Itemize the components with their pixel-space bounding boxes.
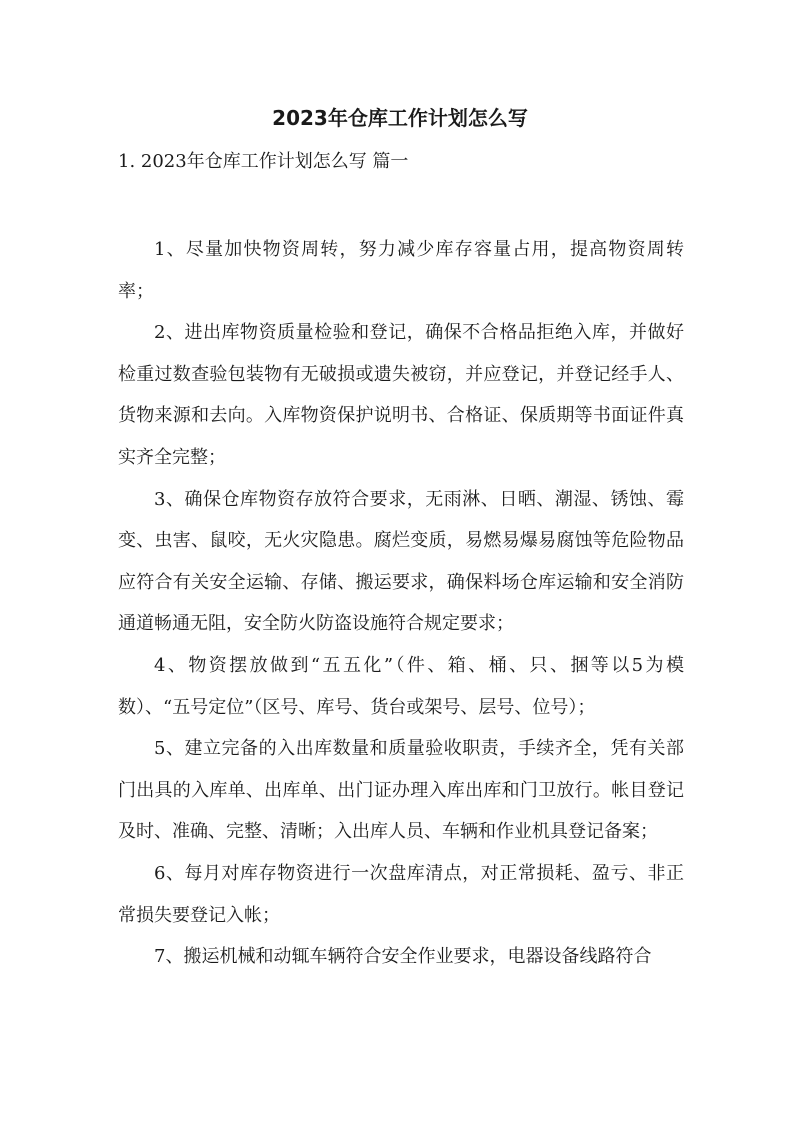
paragraph-5: 5、建立完备的入出库数量和质量验收职责，手续齐全，凭有关部门出具的入库单、出库单、出门证办理入库出库和门卫放行。帐目登记及时、准确、完整、清晰；入出库人员、车辆和作业机具登记备案； [118, 738, 684, 843]
document-body [118, 229, 684, 978]
paragraph-2: 2、进出库物资质量检验和登记，确保不合格品拒绝入库，并做好检重过数查验包装物有无破损或遗失被窃，并应登记，并登记经手人、货物来源和去向。入库物资保护说明书、合格证、保质期等书面证件真实齐全完整； [118, 322, 684, 468]
paragraph-4: 4、物资摆放做到“五五化”（件、箱、桶、只、捆等以5为模数）、“五号定位”（区号、库号、货台或架号、层号、位号）； [118, 654, 684, 718]
paragraph-6: 6、每月对库存物资进行一次盘库清点，对正常损耗、盈亏、非正常损失要登记入帐； [118, 862, 684, 926]
page-title: 2023年仓库工作计划怎么写 [272, 106, 528, 130]
paragraph-3: 3、确保仓库物资存放符合要求，无雨淋、日晒、潮湿、锈蚀、霉变、虫害、鼠咬，无火灾隐患。腐烂变质，易燃易爆易腐蚀等危险物品应符合有关安全运输、存储、搬运要求，确保料场仓库运输和安全消防通道畅通无阻，安全防火防盗设施符合规定要求； [118, 488, 684, 635]
paragraph-7: 7、搬运机械和动辄车辆符合安全作业要求，电器设备线路符合 [154, 946, 652, 968]
section-heading: 1. 2023年仓库工作计划怎么写 篇一 [118, 151, 409, 172]
paragraph-1: 1、尽量加快物资周转，努力减少库存容量占用，提高物资周转率； [118, 239, 684, 302]
